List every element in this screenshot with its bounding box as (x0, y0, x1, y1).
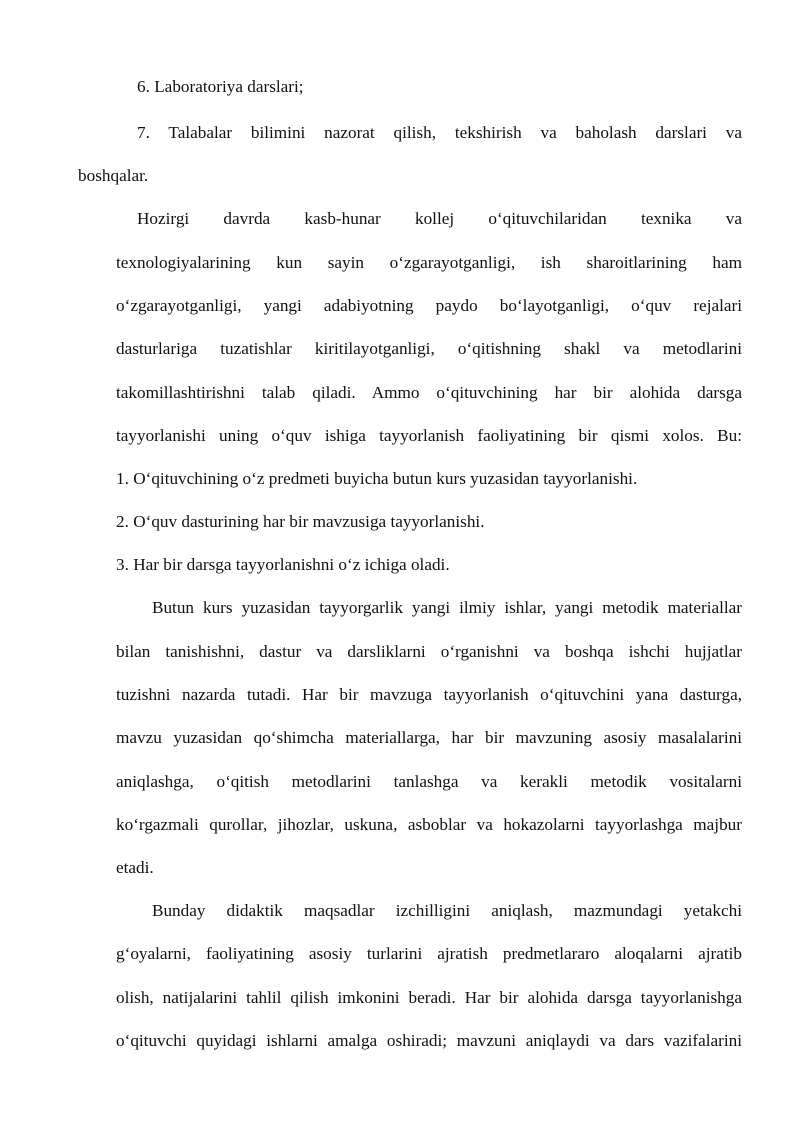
text-line: dasturlariga tuzatishlar kiritilayotganligi, o‘qitishning shakl va metodlarini (116, 339, 742, 358)
text-line: bilan tanishishni, dastur va darsliklarni o‘rganishni va boshqa ishchi hujjatlar (116, 642, 742, 661)
text-line: boshqalar. (78, 166, 149, 185)
text-line: texnologiyalarining kun sayin o‘zgarayotganligi, ish sharoitlarining ham (116, 253, 742, 272)
text-line: tuzishni nazarda tutadi. Har bir mavzuga tayyorlanish o‘qituvchini yana dasturga, (116, 685, 742, 704)
list-item: 1. O‘qituvchining o‘z predmeti buyicha butun kurs yuzasidan tayyorlanishi. (116, 469, 638, 488)
text-line: 6. Laboratoriya darslari; (137, 77, 304, 96)
text-line: o‘zgarayotganligi, yangi adabiyotning paydo bo‘layotganligi, o‘quv rejalari (116, 296, 742, 315)
list-item: 2. O‘quv dasturining har bir mavzusiga tayyorlanishi. (116, 512, 485, 531)
text-line: etadi. (116, 858, 154, 877)
text-line: tayyorlanishi uning o‘quv ishiga tayyorlanish faoliyatining bir qismi xolos. Bu: (116, 426, 742, 445)
text-line: aniqlashga, o‘qitish metodlarini tanlashga va kerakli metodik vositalarni (116, 772, 742, 791)
text-line: mavzu yuzasidan qo‘shimcha materiallarga, har bir mavzuning asosiy masalalarini (116, 728, 742, 747)
text-line: ko‘rgazmali qurollar, jihozlar, uskuna, asboblar va hokazolarni tayyorlashga majbur (116, 815, 742, 834)
text-line: Hozirgi davrda kasb-hunar kollej o‘qituvchilaridan texnika va (137, 209, 742, 228)
text-line: g‘oyalarni, faoliyatining asosiy turlarini ajratish predmetlararo aloqalarni ajratib (116, 944, 742, 963)
text-line: Bunday didaktik maqsadlar izchilligini aniqlash, mazmundagi yetakchi (152, 901, 742, 920)
text-line: Butun kurs yuzasidan tayyorgarlik yangi ilmiy ishlar, yangi metodik materiallar (152, 598, 742, 617)
list-item: 3. Har bir darsga tayyorlanishni o‘z ichiga oladi. (116, 555, 450, 574)
text-line: olish, natijalarini tahlil qilish imkonini beradi. Har bir alohida darsga tayyorlanishga (116, 988, 742, 1007)
text-line: takomillashtirishni talab qiladi. Ammo o‘qituvchining har bir alohida darsga (116, 383, 742, 402)
text-line: 7. Talabalar bilimini nazorat qilish, tekshirish va baholash darslari va (137, 123, 742, 142)
text-line: o‘qituvchi quyidagi ishlarni amalga oshiradi; mavzuni aniqlaydi va dars vazifalarini (116, 1031, 742, 1050)
